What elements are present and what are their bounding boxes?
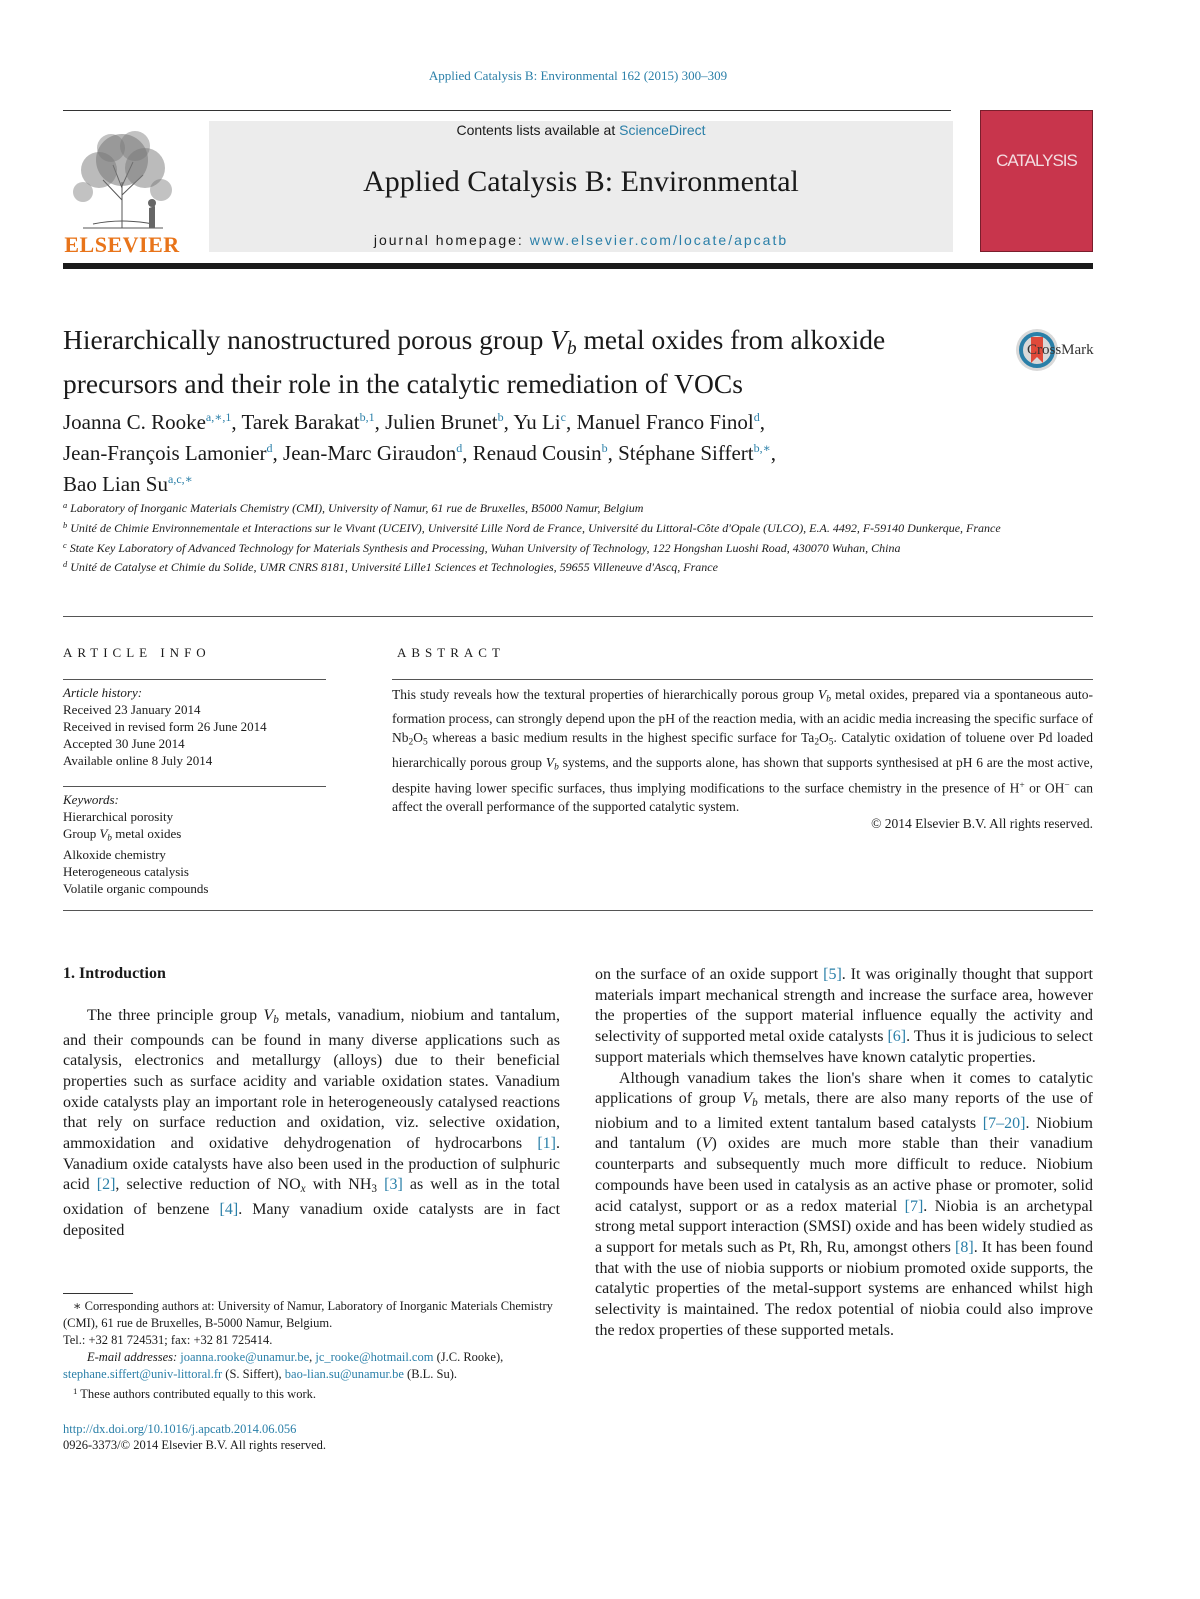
footnote-emails: E-mail addresses: joanna.rooke@unamur.be, jc_rooke@hotmail.com (J.C. Rooke), stephane.siffert@univ-littoral.fr (S. Siffert), bao-lian.su@unamur.be (B.L. Su). — [63, 1350, 504, 1381]
abstract-copyright: © 2014 Elsevier B.V. All rights reserved. — [871, 816, 1093, 831]
paragraph: Although vanadium takes the lion's share when it comes to catalytic applications of group $V_b$ metals, there are also many reports of the use of niobium and to a limited extent tantalum based catalysts [7–20]. Niobium and tantalum (V) oxides are much more stable than their vanadium counterparts and subsequently much more difficult to reduce. Niobium compounds have been used in catalysis as an active phase or promoter, solid acid catalyst, support or as a redox material [7]. Niobia is an archetypal strong metal support interaction (SMSI) oxide and has been widely studied as a support for metals such as Pt, Rh, Ru, amongst others [8]. It has been found that with the use of niobia supports or niobium promoted oxide supports, the catalytic properties of the metal-support systems are enhanced whilst high selectivity is maintained. The redox potential of niobia could also improve the redox properties of these supported metals. — [595, 1069, 1094, 1339]
citation-link[interactable]: [2] — [96, 1176, 116, 1194]
footnote-rule — [63, 1293, 133, 1294]
journal-reference[interactable]: Applied Catalysis B: Environmental 162 (2015) 300–309 — [428, 68, 728, 83]
history-entry: Received in revised form 26 June 2014 — [63, 719, 267, 734]
author-list — [63, 404, 1103, 497]
author[interactable]: Bao Lian $Su^{a,c,∗}$ — [63, 472, 193, 496]
paragraph: on the surface of an oxide support [5]. It was originally thought that support materials impart mechanical strength and increase the surface area, however the properties of the support material influence equally the activity and selectivity of supported metal oxide catalysts [6]. Thus it is judicious to select support materials which themselves have known catalytic properties. — [595, 966, 1093, 1066]
journal-cover[interactable] — [980, 110, 1093, 252]
author[interactable]: Stéphane Siffert$^{b,∗}$, — [618, 441, 777, 465]
body-column-left: The three principle group $V_b$ metals, vanadium, niobium and tantalum, and their compounds can be found in many diverse applications such as catalysis, electronics and metallurgy (alloys) due to their beneficial properties such as surface acidity and variable oxidation states. Vanadium oxide catalysts play an important role in heterogeneously catalysed reactions that rely on surface reduction and oxidation, viz. selective oxidation, ammoxidation and oxidative dehydrogenation of hydrocarbons [1]. Vanadium oxide catalysts have also been used in the production of sulphuric acid [2], selective reduction of $NO_x$ with $NH_3$ [3] as well as in the total oxidation of benzene [4]. Many vanadium oxide catalysts are in fact deposited — [63, 1007, 561, 1239]
journal-title: Applied Catalysis B: Environmental — [363, 165, 799, 198]
author[interactable]: Jean-Marc Giraudon$^d$, — [283, 441, 473, 465]
title-part1: Hierarchically nanostructured porous group — [63, 324, 551, 355]
title-vb: V — [550, 324, 568, 355]
keywords-label: Keywords: — [63, 792, 119, 807]
author[interactable]: Julien Brunet$^b$, — [385, 410, 514, 434]
footnote-tel: Tel.: +32 81 724531; fax: +32 81 725414. — [63, 1333, 273, 1347]
history-entry: Received 23 January 2014 — [63, 702, 201, 717]
abstract-bottom-rule — [63, 910, 1093, 911]
cover-title: CATALYSIS — [996, 151, 1077, 170]
keyword: Alkoxide chemistry — [63, 847, 166, 863]
affiliation: $^d$ Unité de Catalyse et Chimie du Solide, UMR CNRS 8181, Université Lille1 Sciences et Technologies, 59655 Villeneuve d'Ascq, France — [63, 560, 718, 575]
affiliations — [63, 497, 1093, 576]
article-info-heading: ARTICLE INFO — [63, 645, 211, 660]
author[interactable]: Jean-François Lamonier$^d$, — [63, 441, 284, 465]
email-link[interactable]: stephane.siffert@univ-littoral.fr — [63, 1367, 223, 1381]
citation-link[interactable]: [6] — [887, 1028, 907, 1046]
elsevier-wordmark: ELSEVIER — [64, 232, 180, 257]
crossmark-label[interactable]: CrossMark — [1027, 342, 1094, 358]
citation-link[interactable]: [4] — [219, 1200, 239, 1218]
doi-block — [63, 1421, 560, 1453]
citation-link[interactable]: [1] — [537, 1135, 556, 1153]
email-link[interactable]: jc_rooke@hotmail.com — [315, 1350, 434, 1364]
title-part2: metal oxides from alkoxide precursors and their role in the catalytic remediation of VOCs — [63, 324, 886, 399]
contents-line — [209, 122, 953, 138]
citation-link[interactable]: [7] — [904, 1197, 924, 1215]
keyword: Group $V_b$ metal oxides — [63, 826, 182, 843]
author[interactable]: Manuel Franco Finol$^d$, — [576, 410, 766, 434]
footnotes — [63, 1298, 560, 1403]
author[interactable]: Renaud Cousin$^b$, — [472, 441, 619, 465]
keyword: Heterogeneous catalysis — [63, 864, 189, 880]
doi-link[interactable]: http://dx.doi.org/10.1016/j.apcatb.2014.06.056 — [63, 1422, 297, 1436]
history-label: Article history: — [63, 685, 143, 700]
section-heading-introduction: 1. Introduction — [63, 965, 166, 982]
homepage-link[interactable]: www.elsevier.com/locate/apcatb — [529, 232, 789, 248]
history-entry: Available online 8 July 2014 — [63, 753, 213, 768]
citation-link[interactable]: [7–20] — [982, 1114, 1026, 1132]
keywords — [63, 791, 326, 897]
author[interactable]: Joanna C. Rooke$^{a,∗,1}$, — [63, 410, 242, 434]
article-title — [63, 322, 963, 401]
abstract-text: This study reveals how the textural properties of hierarchically porous group $V_b$ metal oxides, prepared via a spontaneous auto-formation process, can strongly depend upon the pH of the reaction media, with an acidic media increasing the specific surface of $Nb_2O_5$ whereas a basic medium results in the highest specific surface for $Ta_2O_5$. Catalytic oxidation of toluene over Pd loaded hierarchically porous group $V_b$ systems, and the supports alone, has shown that supports synthesised at pH 6 are the most active, despite having lower specific surfaces, thus implying modifications to the surface chemistry in the presence of H+ or OH− can affect the overall performance of the supported catalytic system. — [392, 687, 1094, 815]
header-thick-rule — [63, 263, 1093, 269]
citation-link[interactable]: [5] — [823, 966, 842, 983]
homepage-line — [209, 232, 953, 248]
abstract-rule — [392, 679, 1093, 680]
keyword: Hierarchical porosity — [63, 809, 174, 824]
affiliation: $^a$ Laboratory of Inorganic Materials Chemistry (CMI), University of Namur, 61 rue de Bruxelles, B5000 Namur, Belgium — [63, 500, 644, 515]
affiliation-rule — [63, 616, 1093, 617]
sciencedirect-link[interactable]: ScienceDirect — [619, 122, 706, 138]
footnote-corresponding: ∗ Corresponding authors at: University of Namur, Laboratory of Inorganic Materials Chemistry (CMI), 61 rue de Bruxelles, B-5000 Namur, Belgium. — [63, 1299, 553, 1330]
keyword: Volatile organic compounds — [63, 881, 209, 897]
author[interactable]: Yu Li$^c$, — [513, 410, 577, 434]
info-rule — [63, 786, 326, 787]
email-link[interactable]: bao-lian.su@unamur.be — [284, 1367, 404, 1381]
article-history — [63, 684, 326, 769]
affiliation: $^c$ State Key Laboratory of Advanced Technology for Materials Synthesis and Processing, Wuhan University of Technology, 122 Hongshan Luoshi Road, 430070 Wuhan, China — [63, 540, 901, 555]
citation-link[interactable]: [8] — [955, 1238, 974, 1256]
history-entry: Accepted 30 June 2014 — [63, 736, 185, 751]
citation-link[interactable]: [3] — [384, 1176, 403, 1194]
footnote-equal: $^1$ These authors contributed equally to this work. — [73, 1386, 316, 1401]
contents-prefix: Contents lists available at — [456, 122, 620, 138]
affiliation: $^b$ Unité de Chimie Environnementale et Interactions sur le Vivant (UCEIV), Université Lille Nord de France, Université du Littoral-Côte d'Opale (ULCO), E.A. 4492, F-59140 Dunkerque, France — [63, 520, 1001, 535]
homepage-prefix: journal homepage: — [373, 232, 530, 248]
title-vb-sub: b — [567, 337, 577, 359]
abstract-heading: ABSTRACT — [397, 645, 505, 660]
issn-line: 0926-3373/© 2014 Elsevier B.V. All rights reserved. — [63, 1438, 327, 1452]
info-rule — [63, 679, 326, 680]
author[interactable]: Tarek Barakat$^{b,1}$, — [241, 410, 386, 434]
email-link[interactable]: joanna.rooke@unamur.be — [180, 1350, 310, 1364]
body-column-right — [595, 965, 1093, 1341]
header-rule — [63, 110, 951, 111]
